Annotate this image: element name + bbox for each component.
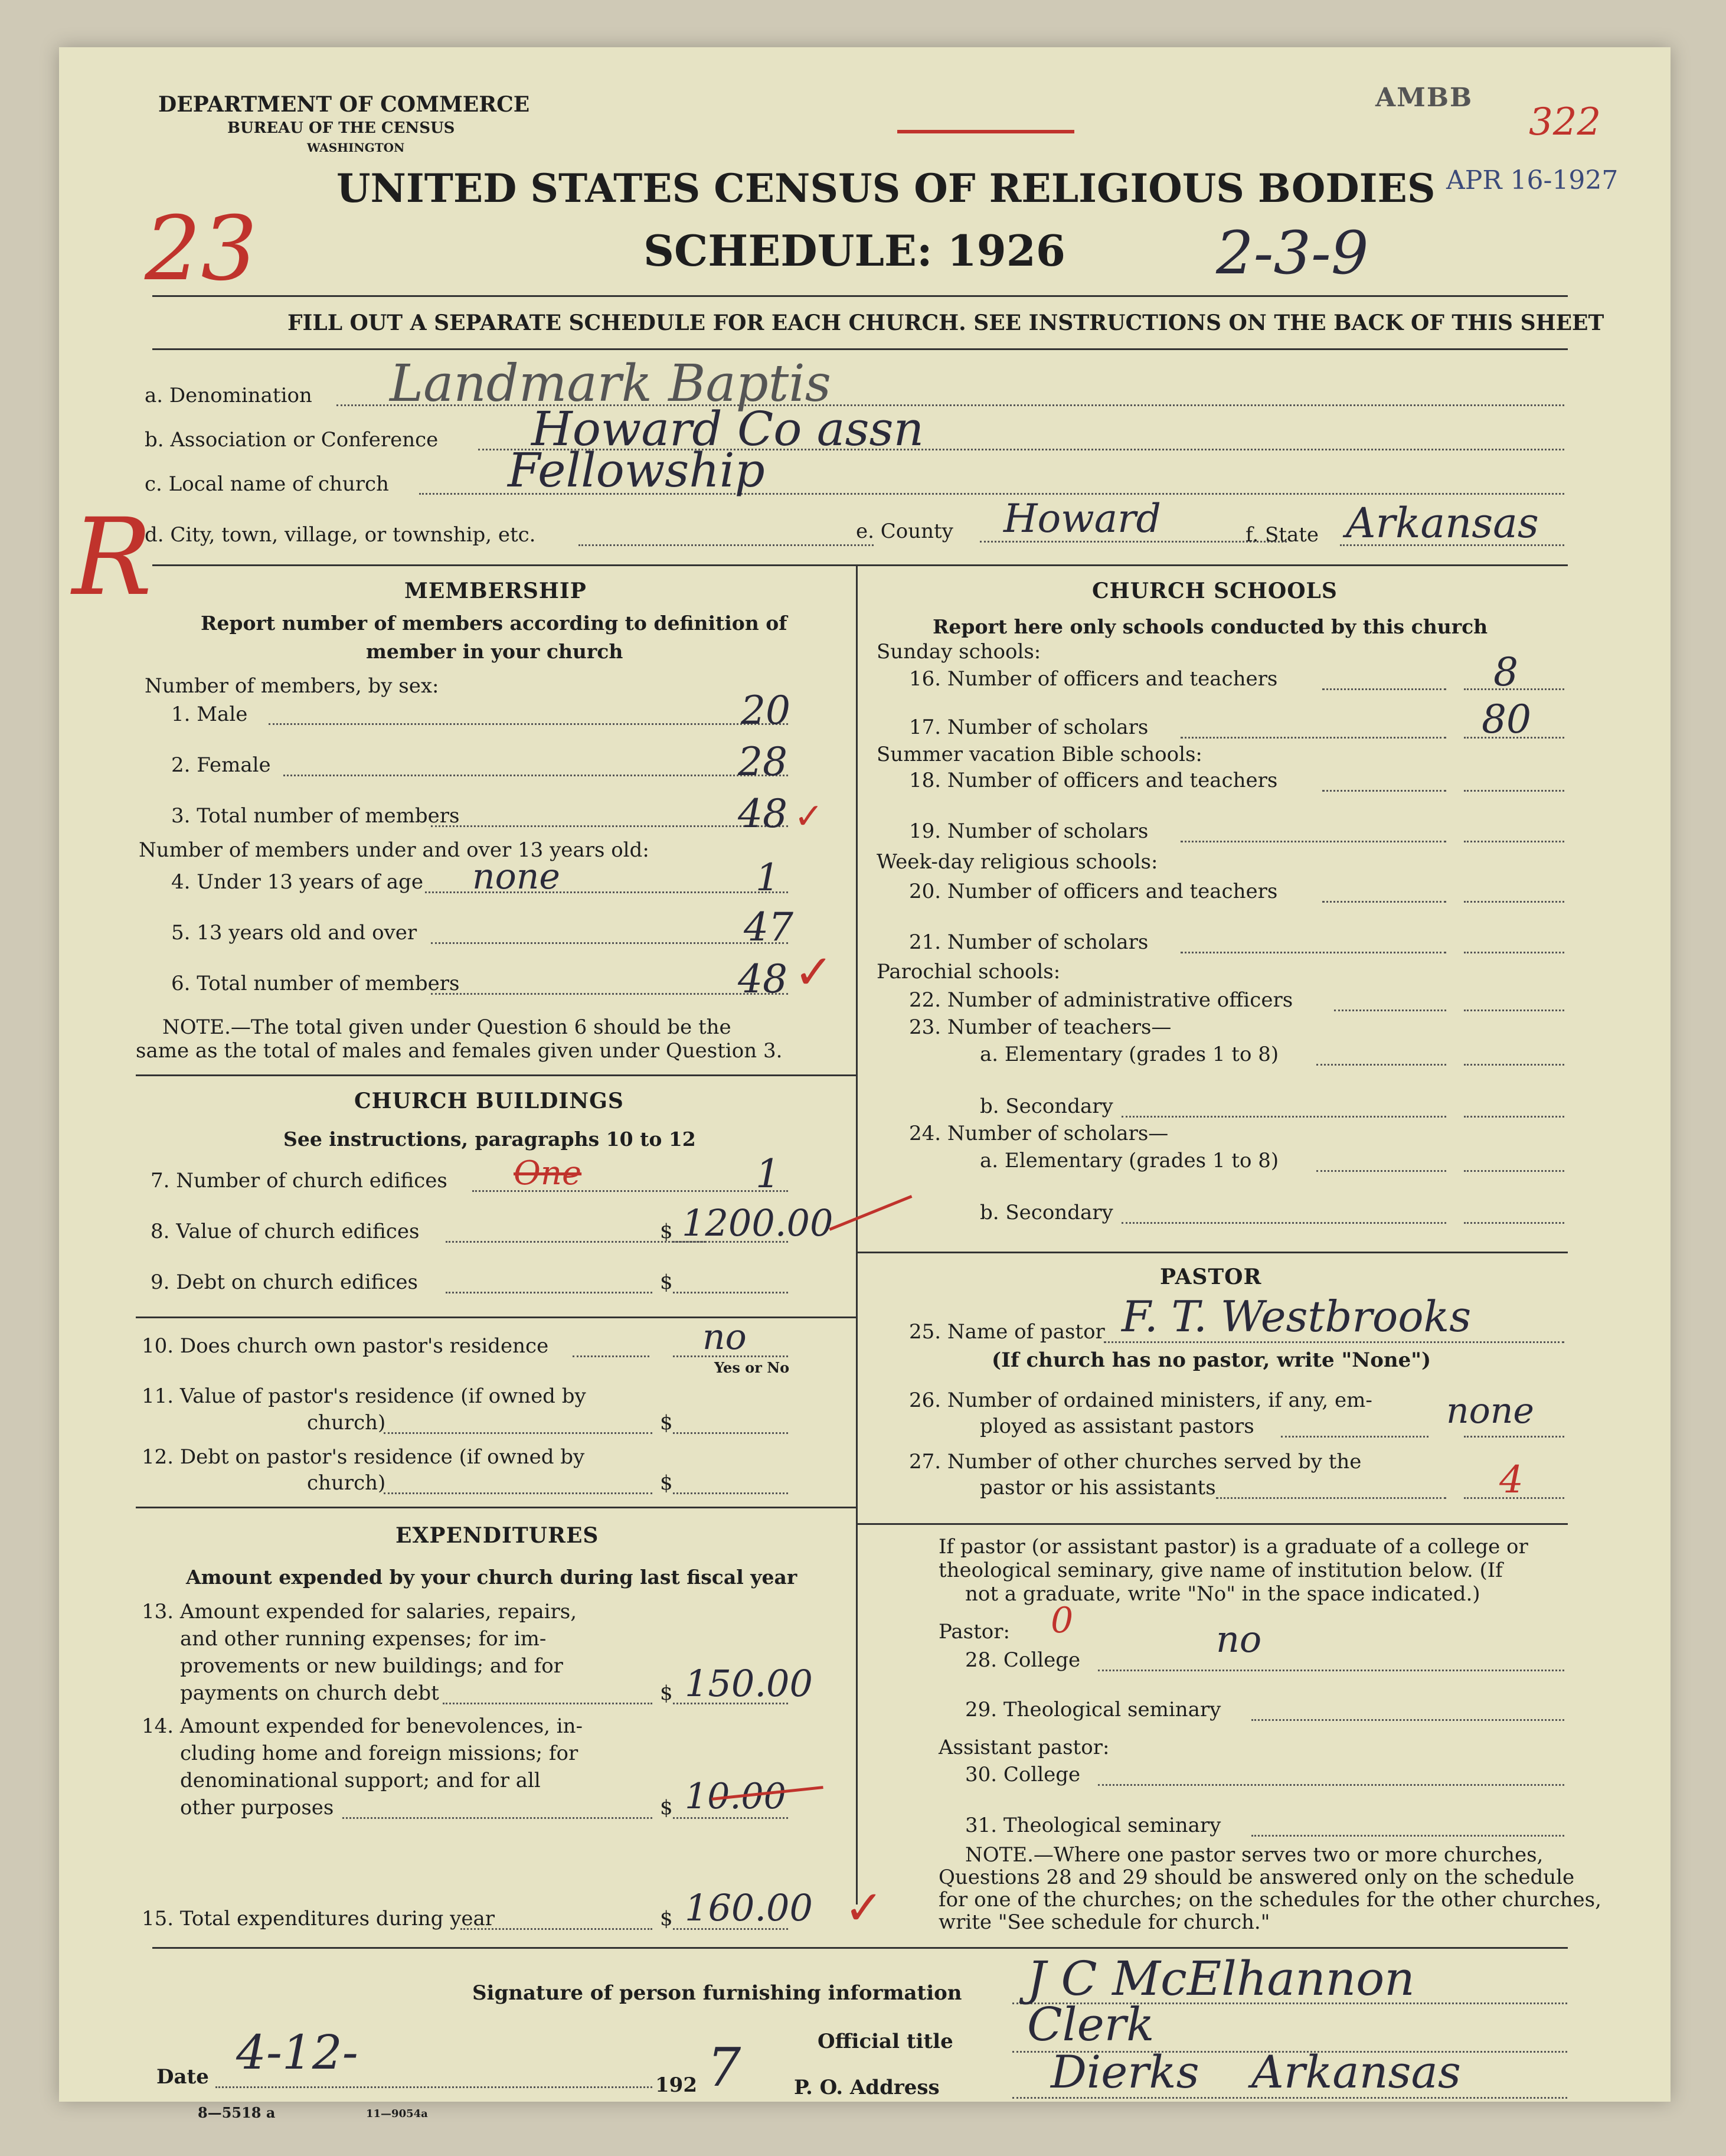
pastor-note-2: Questions 28 and 29 should be answered only on the schedule [939, 1866, 1575, 1889]
census-schedule-sheet [59, 47, 1671, 2121]
q4-note: none [472, 856, 560, 897]
membership-title: MEMBERSHIP [404, 579, 587, 603]
q14-dollar: $ [660, 1796, 673, 1819]
q7-value: 1 [756, 1151, 780, 1197]
graduate-note-1: If pastor (or assistant pastor) is a graduate of a college or [939, 1535, 1528, 1559]
q6-checkmark: ✓ [794, 945, 834, 999]
q6-label: 6. Total number of members [171, 972, 460, 995]
q16-value: 8 [1493, 649, 1518, 695]
county-value: Howard [1003, 496, 1161, 541]
q17-value: 80 [1482, 697, 1531, 742]
q28-label: 28. College [965, 1648, 1081, 1672]
q4-value: 1 [756, 856, 780, 900]
q15-dollar: $ [660, 1907, 673, 1930]
graduate-note-2: theological seminary, give name of institution below. (If [939, 1559, 1503, 1582]
denomination-label: a. Denomination [145, 384, 312, 407]
q23b-label: b. Secondary [980, 1095, 1113, 1118]
association-value: Howard Co assn [531, 401, 924, 456]
q12-label-1: 12. Debt on pastor's residence (if owned by [142, 1445, 585, 1469]
q24b-label: b. Secondary [980, 1201, 1113, 1224]
q5-value: 47 [744, 904, 793, 950]
church-name-label: c. Local name of church [145, 472, 389, 496]
pastor-note-4: write "See schedule for church." [939, 1910, 1270, 1934]
form-title: UNITED STATES CENSUS OF RELIGIOUS BODIES [336, 165, 1436, 211]
association-label: b. Association or Conference [145, 428, 439, 452]
q29-label: 29. Theological seminary [965, 1698, 1221, 1721]
amb-stamp: AMBB [1375, 83, 1473, 113]
q13-label-3: provements or new buildings; and for [180, 1654, 563, 1678]
state-label: f. State [1246, 523, 1319, 547]
buildings-sub: See instructions, paragraphs 10 to 12 [283, 1128, 696, 1151]
q2-label: 2. Female [171, 753, 271, 777]
address-state: Arkansas [1251, 2046, 1461, 2098]
q15-label: 15. Total expenditures during year [142, 1907, 495, 1930]
form-number-2: 11—9054a [366, 2108, 428, 2120]
q7-note: One [514, 1154, 582, 1193]
q23a-label: a. Elementary (grades 1 to 8) [980, 1043, 1279, 1066]
q13-label-2: and other running expenses; for im- [180, 1627, 547, 1651]
schedule-title: SCHEDULE: 1926 [643, 226, 1065, 276]
q5-label: 5. 13 years old and over [171, 921, 417, 945]
q27-label-1: 27. Number of other churches served by the [909, 1450, 1362, 1474]
official-title-value: Clerk [1027, 1998, 1155, 2052]
signature-value: J C McElhannon [1027, 1951, 1415, 2006]
strikethrough-mark [897, 130, 1074, 145]
q15-value: 160.00 [685, 1886, 813, 1929]
q1-value: 20 [741, 688, 790, 733]
denomination-value: Landmark Baptis [390, 354, 831, 413]
q14-value: 10.00 [685, 1776, 786, 1817]
q13-label-1: 13. Amount expended for salaries, repairs, [142, 1600, 577, 1623]
address-label: P. O. Address [794, 2076, 940, 2099]
q2-value: 28 [738, 739, 787, 785]
q3-value: 48 [738, 791, 787, 837]
q7-label: 7. Number of church edifices [151, 1169, 447, 1193]
weekday-label: Week-day religious schools: [877, 850, 1158, 874]
q28-value: no [1216, 1618, 1262, 1661]
q8-dollar: $ [660, 1220, 673, 1243]
q16-label: 16. Number of officers and teachers [909, 667, 1278, 691]
schools-title: CHURCH SCHOOLS [1092, 579, 1338, 603]
q14-label-1: 14. Amount expended for benevolences, in- [142, 1714, 583, 1738]
q1-label: 1. Male [171, 703, 248, 726]
q26-label-2: ployed as assistant pastors [980, 1415, 1254, 1438]
q14-label-4: other purposes [180, 1796, 334, 1819]
pastor-value: 0 [1051, 1600, 1074, 1641]
year-value: 7 [707, 2037, 741, 2099]
date-label: Date [156, 2065, 209, 2089]
pastor-note-3: for one of the churches; on the schedules for the other churches, [939, 1888, 1601, 1912]
city-heading: WASHINGTON [307, 141, 405, 155]
buildings-title: CHURCH BUILDINGS [354, 1089, 624, 1113]
q25-note: (If church has no pastor, write "None") [992, 1348, 1431, 1372]
q9-dollar: $ [660, 1270, 673, 1294]
q22-label: 22. Number of administrative officers [909, 988, 1293, 1012]
q18-label: 18. Number of officers and teachers [909, 769, 1278, 792]
q10-value: no [702, 1317, 747, 1358]
q14-label-3: denominational support; and for all [180, 1769, 541, 1792]
q31-label: 31. Theological seminary [965, 1814, 1221, 1837]
number-322: 322 [1529, 100, 1601, 144]
q6-value: 48 [738, 956, 787, 1002]
pastor-label: Pastor: [939, 1620, 1010, 1644]
q3-checkmark: ✓ [794, 796, 824, 837]
membership-intro-2: member in your church [366, 640, 623, 663]
assistant-label: Assistant pastor: [939, 1736, 1110, 1759]
county-label: e. County [856, 520, 953, 543]
parochial-label: Parochial schools: [877, 960, 1061, 984]
q15-checkmark: ✓ [844, 1880, 884, 1935]
state-value: Arkansas [1346, 499, 1539, 547]
official-title-label: Official title [818, 2030, 953, 2053]
pastor-note-1: NOTE.—Where one pastor serves two or more churches, [965, 1843, 1544, 1867]
pastor-title: PASTOR [1160, 1265, 1262, 1289]
q4-label: 4. Under 13 years of age [171, 870, 423, 894]
expenditures-title: EXPENDITURES [395, 1523, 599, 1548]
sunday-label: Sunday schools: [877, 640, 1041, 664]
letter-r: R [72, 496, 152, 619]
number-23: 23 [145, 198, 257, 300]
q17-label: 17. Number of scholars [909, 716, 1149, 739]
q26-value: none [1446, 1390, 1534, 1432]
code-239: 2-3-9 [1216, 218, 1369, 288]
signature-label: Signature of person furnishing information [472, 1981, 962, 2005]
q13-label-4: payments on church debt [180, 1681, 439, 1705]
instruction-line: FILL OUT A SEPARATE SCHEDULE FOR EACH CHURCH. SEE INSTRUCTIONS ON THE BACK OF THIS SHEET [287, 311, 1604, 335]
q26-label-1: 26. Number of ordained ministers, if any, em- [909, 1389, 1372, 1412]
city-label: d. City, town, village, or township, etc. [145, 523, 536, 547]
q3-label: 3. Total number of members [171, 804, 460, 828]
q25-value: F. T. Westbrooks [1122, 1292, 1472, 1341]
membership-note-1: NOTE.—The total given under Question 6 should be the [162, 1015, 731, 1039]
q11-label-2: church) [307, 1411, 386, 1435]
church-name-value: Fellowship [508, 443, 765, 498]
summer-label: Summer vacation Bible schools: [877, 743, 1202, 766]
q24-label: 24. Number of scholars— [909, 1122, 1169, 1145]
under-over-label: Number of members under and over 13 years old: [139, 838, 649, 862]
membership-note-2: same as the total of males and females given under Question 3. [136, 1039, 783, 1063]
q12-label-2: church) [307, 1471, 386, 1495]
q21-label: 21. Number of scholars [909, 930, 1149, 954]
q20-label: 20. Number of officers and teachers [909, 880, 1278, 903]
q27-value: 4 [1499, 1458, 1524, 1502]
dept-heading: DEPARTMENT OF COMMERCE [158, 92, 530, 117]
q11-label-1: 11. Value of pastor's residence (if owned by [142, 1384, 586, 1408]
q8-label: 8. Value of church edifices [151, 1220, 420, 1243]
yes-no-hint: Yes or No [714, 1359, 790, 1376]
q8-value: 1200.00 [682, 1201, 833, 1244]
q25-label: 25. Name of pastor [909, 1320, 1105, 1344]
received-date-stamp: APR 16-1927 [1446, 165, 1619, 195]
q12-dollar: $ [660, 1471, 673, 1495]
q30-label: 30. College [965, 1763, 1081, 1786]
by-sex-label: Number of members, by sex: [145, 674, 439, 698]
q27-label-2: pastor or his assistants [980, 1476, 1216, 1500]
schools-sub: Report here only schools conducted by this church [933, 615, 1488, 638]
q11-dollar: $ [660, 1411, 673, 1435]
year-prefix: 192 [655, 2073, 697, 2097]
date-value: 4-12- [236, 2025, 358, 2080]
q13-value: 150.00 [685, 1662, 813, 1705]
form-number-1: 8—5518 a [198, 2104, 276, 2121]
q10-label: 10. Does church own pastor's residence [142, 1334, 549, 1358]
q23-label: 23. Number of teachers— [909, 1015, 1172, 1039]
q14-label-2: cluding home and foreign missions; for [180, 1742, 578, 1765]
q8-red-mark [829, 1195, 913, 1231]
graduate-note-3: not a graduate, write "No" in the space indicated.) [965, 1582, 1480, 1606]
q24a-label: a. Elementary (grades 1 to 8) [980, 1149, 1279, 1172]
q19-label: 19. Number of scholars [909, 819, 1149, 843]
membership-intro-1: Report number of members according to definition of [201, 612, 787, 635]
bureau-heading: BUREAU OF THE CENSUS [227, 119, 455, 137]
q13-dollar: $ [660, 1681, 673, 1705]
address-city: Dierks [1051, 2046, 1199, 2098]
q9-label: 9. Debt on church edifices [151, 1270, 418, 1294]
expenditures-sub: Amount expended by your church during last fiscal year [186, 1566, 797, 1589]
